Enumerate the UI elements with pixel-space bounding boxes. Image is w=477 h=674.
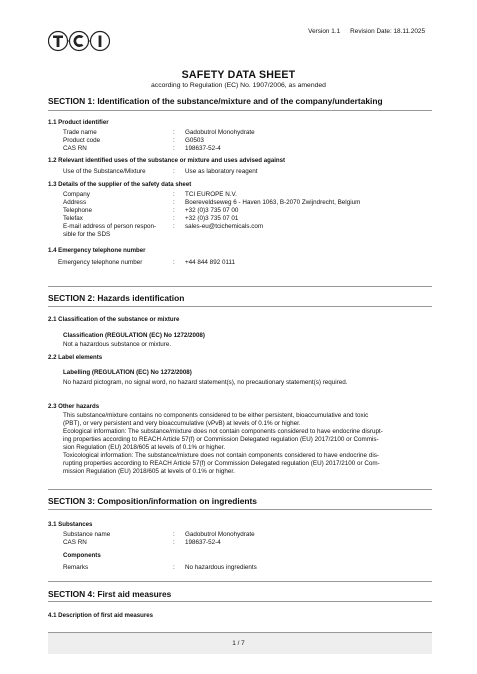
line: Ecological information: The substance/mixture does not contain components considered to have endocrine disrupt- <box>63 428 383 435</box>
divider <box>48 509 432 510</box>
value: +32 (0)3 735 07 01 <box>185 215 239 222</box>
key: Telephone <box>63 207 93 214</box>
divider <box>48 110 432 111</box>
value: 198637-52-4 <box>185 539 221 546</box>
version-label: Version 1.1 <box>308 28 341 35</box>
row-cas-rn: CAS RN : 198637-52-4 <box>63 539 221 546</box>
tci-logo <box>48 26 110 56</box>
divider <box>48 489 432 490</box>
page-number: 1 / 7 <box>232 640 245 647</box>
other-hazards-text <box>63 412 435 476</box>
value: +32 (0)3 735 07 00 <box>185 207 239 214</box>
classification-title: Classification (REGULATION (EC) No 1272/2008) <box>63 332 205 339</box>
value: TCI EUROPE N.V. <box>185 191 237 198</box>
line: Toxicological information: The substance/mixture does not contain components considered to have endocrine dis- <box>63 452 379 459</box>
key: Telefax <box>63 215 83 222</box>
key: Company <box>63 191 90 198</box>
line: (PBT), or very persistent and very bioaccumulative (vPvB) at levels of 0.1% or higher. <box>63 420 301 427</box>
value: Boereveldseweg 6 - Haven 1063, B-2070 Zwijndrecht, Belgium <box>185 199 361 206</box>
section-3-heading: SECTION 3: Composition/information on ingredients <box>48 496 257 506</box>
key: E-mail address of person respon- <box>63 223 157 230</box>
value: Gadobutrol Monohydrate <box>185 129 255 136</box>
value: +44 844 892 0111 <box>185 259 236 266</box>
document-title: SAFETY DATA SHEET <box>181 69 296 81</box>
classification-text: Not a hazardous substance or mixture. <box>63 341 172 348</box>
key: CAS RN <box>63 145 87 152</box>
row-product-code: Product code : G0503 <box>63 137 204 144</box>
key-continued: sible for the SDS <box>63 231 111 238</box>
components-title: Components <box>63 552 101 559</box>
key: Product code <box>63 137 101 144</box>
row-cas-rn: CAS RN : 198637-52-4 <box>63 145 221 152</box>
row-company: Company : TCI EUROPE N.V. <box>63 191 237 198</box>
row-email: E-mail address of person respon- sible for the SDS: sales-eu@tcichemicals.com <box>63 223 264 238</box>
subsection-4-1: 4.1 Description of first aid measures <box>48 612 153 619</box>
subsection-1-2: 1.2 Relevant identified uses of the substance or mixture and uses advised against <box>48 157 286 164</box>
row-remarks: Remarks : No hazardous ingredients <box>63 564 257 571</box>
line: rupting properties according to REACH Article 57(f) or Commission Delegated regulation (EU) 2017/2100 or Com- <box>63 460 380 467</box>
section-1-heading: SECTION 1: Identification of the substance/mixture and of the company/undertaking <box>48 96 383 106</box>
key: CAS RN <box>63 539 87 546</box>
document-subtitle: according to Regulation (EC) No. 1907/2006, as amended <box>151 82 326 89</box>
divider <box>48 581 432 582</box>
subsection-3-1: 3.1 Substances <box>48 521 93 528</box>
row-address: Address : Boereveldseweg 6 - Haven 1063, B-2070 Zwijndrecht, Belgium <box>63 199 361 206</box>
revision-date: Revision Date: 18.11.2025 <box>350 28 425 35</box>
section-4-heading: SECTION 4: First aid measures <box>48 589 172 599</box>
row-telefax: Telefax : +32 (0)3 735 07 01 <box>63 215 239 222</box>
subsection-2-2: 2.2 Label elements <box>48 354 103 361</box>
row-telephone: Telephone : +32 (0)3 735 07 00 <box>63 207 239 214</box>
value: 198637-52-4 <box>185 145 221 152</box>
line: sion Regulation (EU) 2018/605 at levels of 0.1% or higher. <box>63 444 226 451</box>
row-substance-name: Substance name : Gadobutrol Monohydrate <box>63 531 255 538</box>
subsection-2-1: 2.1 Classification of the substance or mixture <box>48 316 180 323</box>
labelling-title: Labelling (REGULATION (EC) No 1272/2008) <box>63 369 192 376</box>
line: This substance/mixture contains no components considered to be either persistent, bioaccumulative and toxic <box>63 412 369 419</box>
value: Gadobutrol Monohydrate <box>185 531 255 538</box>
subsection-1-1: 1.1 Product identifier <box>48 119 109 126</box>
divider <box>48 286 432 287</box>
row-emergency: Emergency telephone number : +44 844 892 0111 <box>58 259 236 266</box>
key: Remarks <box>63 564 89 571</box>
value: Use as laboratory reagent <box>185 168 258 175</box>
version-info <box>308 28 425 35</box>
key: Address <box>63 199 87 206</box>
value: G0503 <box>185 137 204 144</box>
row-use: Use of the Substance/Mixture : Use as laboratory reagent <box>63 168 258 175</box>
subsection-1-3: 1.3 Details of the supplier of the safety data sheet <box>48 181 192 188</box>
footer-divider <box>48 632 432 633</box>
section-2-heading: SECTION 2: Hazards identification <box>48 293 185 303</box>
labelling-text: No hazard pictogram, no signal word, no hazard statement(s), no precautionary statement(s) required. <box>63 379 348 386</box>
key: Substance name <box>63 531 111 538</box>
divider <box>48 601 432 602</box>
key: Trade name <box>63 129 97 136</box>
row-trade-name: Trade name : Gadobutrol Monohydrate <box>63 129 255 136</box>
value: sales-eu@tcichemicals.com <box>185 223 264 230</box>
divider <box>48 306 432 307</box>
key: Emergency telephone number <box>58 259 143 266</box>
subsection-2-3: 2.3 Other hazards <box>48 403 100 410</box>
line: mission Regulation (EU) 2018/605 at levels of 0.1% or higher. <box>63 468 235 475</box>
key: Use of the Substance/Mixture <box>63 168 146 175</box>
line: ing properties according to REACH Article 57(f) or Commission Delegated regulation (EU) 2017/2100 or Commis- <box>63 436 379 443</box>
value: No hazardous ingredients <box>185 564 257 571</box>
subsection-1-4: 1.4 Emergency telephone number <box>48 247 146 254</box>
